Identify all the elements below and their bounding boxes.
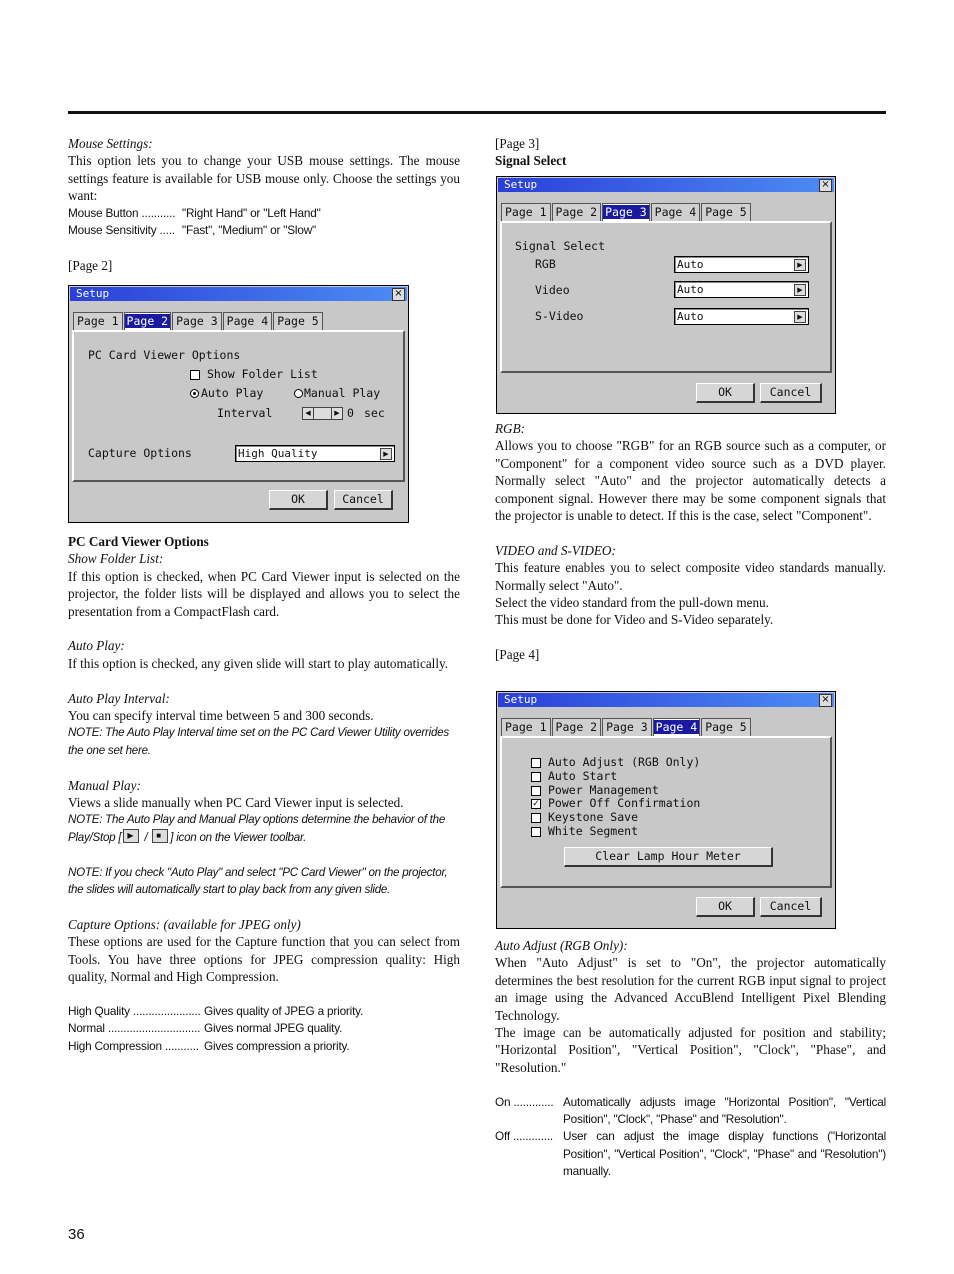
interval-unit: sec xyxy=(364,406,385,420)
tab-page4[interactable]: Page 4 xyxy=(653,718,701,736)
rgb-select[interactable] xyxy=(674,256,809,273)
dropdown-arrow-icon: ▶ xyxy=(794,259,806,271)
mouse-sensitivity-key: Mouse Sensitivity ..... xyxy=(68,223,175,238)
rgb-label: RGB xyxy=(535,257,556,271)
off-key: Off ............. xyxy=(495,1129,554,1144)
capture-title: Capture Options: (available for JPEG only) xyxy=(68,916,301,932)
high-quality-row xyxy=(68,1003,460,1020)
tab-page4[interactable]: Page 4 xyxy=(651,203,701,221)
show-folder-title: Show Folder List: xyxy=(68,551,164,567)
power-management-label: Power Management xyxy=(548,783,659,797)
manual-play-note: NOTE: The Auto Play and Manual Play options determine the behavior of the Play/Stop [ ▶ / ■ ] icon on the Viewer toolbar. xyxy=(68,813,446,844)
normal-key: Normal .............................. xyxy=(68,1021,201,1036)
cancel-button[interactable]: Cancel xyxy=(760,383,822,403)
manual-play-body: Views a slide manually when PC Card Viewer input is selected. xyxy=(68,795,404,811)
header-rule xyxy=(68,111,886,114)
tab-page1[interactable]: Page 1 xyxy=(501,203,551,221)
on-key: On ............. xyxy=(495,1094,554,1109)
tab-page3[interactable]: Page 3 xyxy=(602,718,652,736)
autoplay-note: NOTE: If you check "Auto Play" and select "PC Card Viewer" on the projector, the slides will automatically start to play back from any given slide. xyxy=(68,865,448,897)
high-compression-row xyxy=(68,1038,460,1055)
capture-value: High Quality xyxy=(238,447,318,460)
dropdown-arrow-icon: ▶ xyxy=(380,448,392,460)
auto-adjust-title: Auto Adjust (RGB Only): xyxy=(495,938,628,953)
signal-heading: Signal Select xyxy=(495,153,567,169)
interval-body: You can specify interval time between 5 and 300 seconds. xyxy=(68,708,374,724)
on-value: Automatically adjusts image "Horizontal Position", "Vertical Position", "Clock", "Phase" and "Resolution". xyxy=(563,1094,886,1127)
video-body-1: This feature enables you to select composite video standards manually. Normally select "Auto". xyxy=(495,560,886,593)
tab-page2[interactable]: Page 2 xyxy=(552,718,602,736)
dropdown-arrow-icon: ▶ xyxy=(794,284,806,296)
mouse-sensitivity-value: "Fast", "Medium" or "Slow" xyxy=(182,223,316,238)
mouse-settings-title: Mouse Settings: xyxy=(68,136,153,151)
dialog-titlebar xyxy=(70,287,407,301)
play-icon: ▶ xyxy=(123,829,139,843)
auto-start-label: Auto Start xyxy=(548,769,618,783)
video-body-3: This must be done for Video and S-Video separately. xyxy=(495,612,774,628)
capture-label: Capture Options xyxy=(88,446,192,460)
keystone-save-checkbox[interactable] xyxy=(531,813,541,823)
auto-play-radio[interactable] xyxy=(190,389,199,398)
capture-select[interactable] xyxy=(235,445,395,462)
on-row xyxy=(495,1094,886,1129)
normal-value: Gives normal JPEG quality. xyxy=(204,1021,343,1036)
right-column-lower xyxy=(495,937,886,1181)
right-column-mid xyxy=(495,420,886,664)
dialog-titlebar xyxy=(498,693,834,707)
high-compression-value: Gives compression a priority. xyxy=(204,1038,350,1053)
rgb-body: Allows you to choose "RGB" for an RGB source such as a computer, or "Component" for a component video source such as a DVD player. Normally select "Auto" and the projector automatically detects a component signal. However there may be some component signals that the projector is unable to detect. If this is the case, select "Component". xyxy=(495,438,886,524)
page2-label: [Page 2] xyxy=(68,257,113,273)
mouse-button-value: "Right Hand" or "Left Hand" xyxy=(182,205,321,220)
power-management-checkbox[interactable] xyxy=(531,786,541,796)
svideo-select[interactable] xyxy=(674,308,809,325)
auto-adjust-body-2: The image can be automatically adjusted for position and stability; "Horizontal Position", "Vertical Position", "Clock", "Phase", and "Resolution." xyxy=(495,1025,886,1075)
video-select[interactable] xyxy=(674,281,809,298)
high-quality-key: High Quality ...................... xyxy=(68,1003,201,1018)
keystone-save-label: Keystone Save xyxy=(548,810,639,824)
normal-row xyxy=(68,1020,460,1037)
dialog-title: Setup xyxy=(504,178,538,191)
mouse-sensitivity-row xyxy=(68,222,460,239)
tab-page3[interactable]: Page 3 xyxy=(602,203,650,221)
auto-play-body: If this option is checked, any given slide will start to play automatically. xyxy=(68,655,449,671)
off-row xyxy=(495,1128,886,1180)
setup-dialog-page2 xyxy=(68,285,409,523)
cancel-button[interactable]: Cancel xyxy=(760,897,822,917)
dialog-title: Setup xyxy=(504,693,538,706)
tab-page4[interactable]: Page 4 xyxy=(223,312,273,330)
interval-stepper-left-icon[interactable]: ◀ xyxy=(302,407,314,420)
page-number: 36 xyxy=(68,1226,85,1243)
power-off-confirmation-label: Power Off Confirmation xyxy=(548,796,701,810)
ok-button[interactable]: OK xyxy=(696,383,755,403)
mouse-button-key: Mouse Button ........... xyxy=(68,205,176,220)
video-title: VIDEO and S-VIDEO: xyxy=(495,542,616,558)
svideo-value: Auto xyxy=(677,310,704,323)
close-icon[interactable]: × xyxy=(819,694,832,707)
interval-label: Interval xyxy=(217,406,273,420)
tab-bar xyxy=(73,312,324,330)
auto-start-checkbox[interactable] xyxy=(531,772,541,782)
manual-play-radio[interactable] xyxy=(294,389,303,398)
clear-lamp-hour-meter-button[interactable]: Clear Lamp Hour Meter xyxy=(564,847,773,867)
tab-bar xyxy=(501,718,752,736)
power-off-confirmation-checkbox[interactable]: ✓ xyxy=(532,799,540,809)
page3-label: [Page 3] xyxy=(495,136,540,151)
auto-play-label: Auto Play xyxy=(201,386,264,400)
capture-body: These options are used for the Capture function that you can select from Tools. You have three options for JPEG compression quality: High quality, Normal and High Compression. xyxy=(68,934,460,985)
dialog-title: Setup xyxy=(76,287,110,300)
tab-page2[interactable]: Page 2 xyxy=(552,203,602,221)
video-label: Video xyxy=(535,283,570,297)
ok-button[interactable]: OK xyxy=(269,490,328,510)
high-compression-key: High Compression ........... xyxy=(68,1038,199,1053)
white-segment-checkbox[interactable] xyxy=(531,827,541,837)
group-label: Signal Select xyxy=(515,239,606,253)
show-folder-body: If this option is checked, when PC Card Viewer input is selected on the projector, the folder lists will be displayed and allows you to select the presentation from a CompactFlash card. xyxy=(68,568,460,619)
tab-page1[interactable]: Page 1 xyxy=(501,718,551,736)
interval-stepper-right-icon[interactable]: ▶ xyxy=(331,407,343,420)
show-folder-checkbox[interactable] xyxy=(190,370,200,380)
mouse-settings-body: This option lets you to change your USB mouse settings. The mouse settings feature is available for USB mouse only. Choose the settings you want: xyxy=(68,153,460,204)
dropdown-arrow-icon: ▶ xyxy=(794,311,806,323)
auto-adjust-label: Auto Adjust (RGB Only) xyxy=(548,755,701,769)
interval-value: 0 xyxy=(347,406,354,420)
tab-page5[interactable]: Page 5 xyxy=(273,312,323,330)
close-icon[interactable]: × xyxy=(819,179,832,192)
cancel-button[interactable]: Cancel xyxy=(334,490,393,510)
high-quality-value: Gives quality of JPEG a priority. xyxy=(204,1003,364,1018)
dialog-titlebar xyxy=(498,178,834,192)
interval-note: NOTE: The Auto Play Interval time set on the PC Card Viewer Utility overrides the one set here. xyxy=(68,726,449,757)
tab-page3[interactable]: Page 3 xyxy=(172,312,222,330)
video-body-2: Select the video standard from the pull-down menu. xyxy=(495,595,769,611)
auto-adjust-checkbox[interactable] xyxy=(531,758,541,768)
right-column xyxy=(495,135,886,170)
group-label: PC Card Viewer Options xyxy=(88,348,241,362)
rgb-value: Auto xyxy=(677,258,704,271)
tab-page2[interactable]: Page 2 xyxy=(124,312,172,330)
left-column xyxy=(68,135,460,274)
auto-play-title: Auto Play: xyxy=(68,638,125,654)
stop-icon: ■ xyxy=(152,829,168,843)
page4-label: [Page 4] xyxy=(495,647,540,663)
white-segment-label: White Segment xyxy=(548,824,639,838)
tab-page5[interactable]: Page 5 xyxy=(701,718,751,736)
rgb-title: RGB: xyxy=(495,421,526,436)
setup-dialog-page4 xyxy=(496,691,836,929)
interval-title: Auto Play Interval: xyxy=(68,690,170,706)
tab-page1[interactable]: Page 1 xyxy=(73,312,123,330)
show-folder-label: Show Folder List xyxy=(207,367,318,381)
close-icon[interactable]: × xyxy=(392,288,405,301)
off-value: User can adjust the image display functions ("Horizontal Position", "Vertical Position", "Clock", "Phase" and "Resolution") manually. xyxy=(563,1129,886,1179)
tab-page5[interactable]: Page 5 xyxy=(701,203,751,221)
pcv-heading: PC Card Viewer Options xyxy=(68,534,209,549)
svideo-label: S-Video xyxy=(535,309,584,323)
auto-adjust-body-1: When "Auto Adjust" is set to "On", the projector automatically determines the best resolution for the current RGB input signal to project an image using the Advanced AccuBlend Intelligent Pixel Blending Technology. xyxy=(495,955,886,1023)
manual-play-title: Manual Play: xyxy=(68,777,141,793)
mouse-button-row xyxy=(68,205,460,222)
video-value: Auto xyxy=(677,283,704,296)
left-column-lower xyxy=(68,533,460,1055)
ok-button[interactable]: OK xyxy=(696,897,755,917)
tab-bar xyxy=(501,203,752,221)
setup-dialog-page3 xyxy=(496,176,836,414)
manual-play-label: Manual Play xyxy=(304,386,381,400)
